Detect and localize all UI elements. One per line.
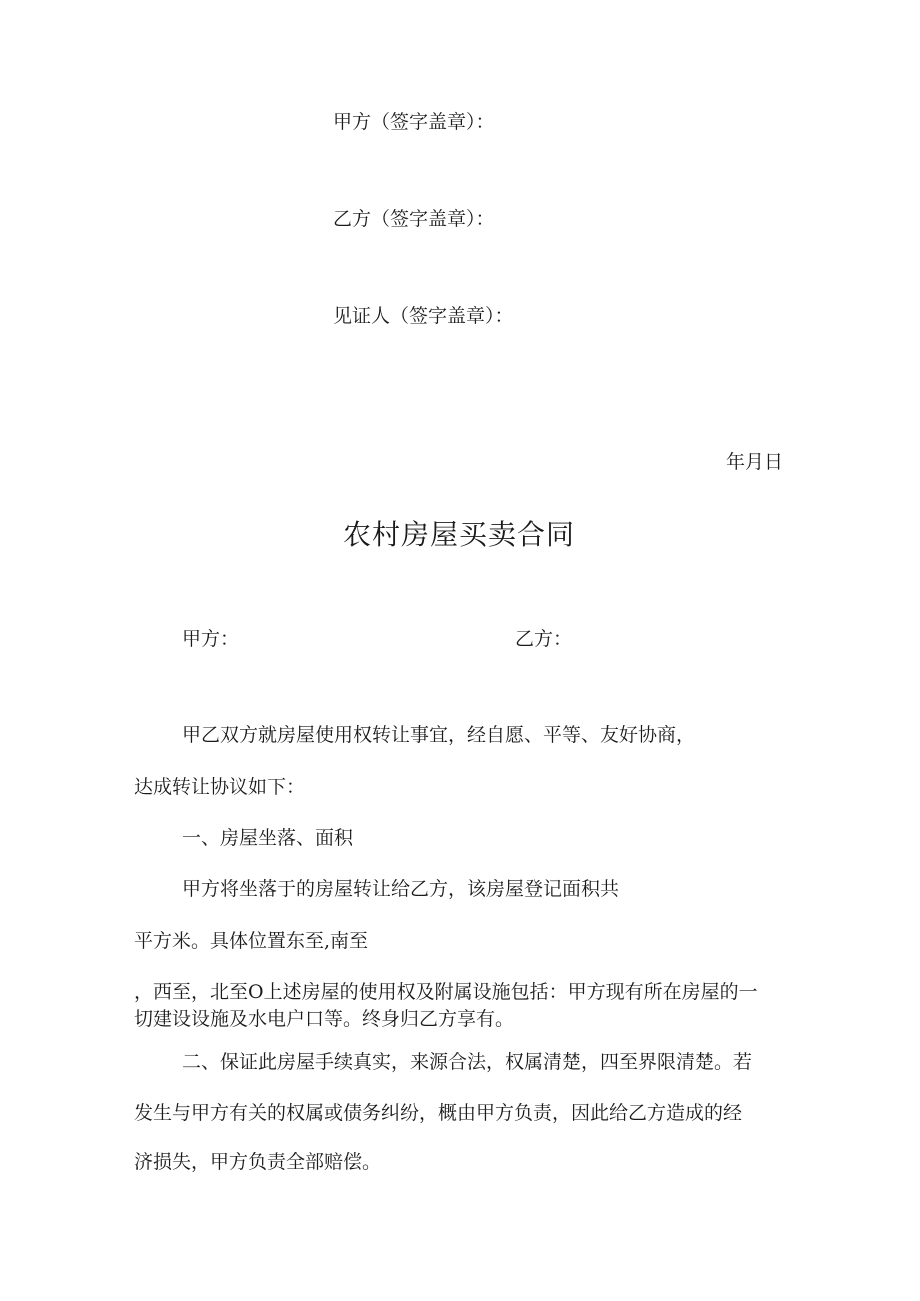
party-a-signature-label: 甲方（签字盖章）： xyxy=(333,111,495,133)
date-label: 年月日 xyxy=(726,451,784,473)
party-b-signature-label: 乙方（签字盖章）： xyxy=(333,208,495,230)
party-a-label: 甲方： xyxy=(182,628,240,650)
section-1-heading: 一、房屋坐落、面积 xyxy=(182,827,354,849)
section-1-line-3: ，西至，北至O上述房屋的使用权及附属设施包括：甲方现有所在房屋的一 xyxy=(134,981,758,1003)
section-1-line-1: 甲方将坐落于的房屋转让给乙方，该房屋登记面积共 xyxy=(182,878,620,900)
section-2-line-2: 发生与甲方有关的权属或债务纠纷，概由甲方负责，因此给乙方造成的经 xyxy=(134,1102,743,1124)
intro-line-1: 甲乙双方就房屋使用权转让事宜，经自愿、平等、友好协商， xyxy=(182,724,696,746)
section-2-line-3: 济损失，甲方负责全部赔偿。 xyxy=(134,1151,382,1173)
intro-line-2: 达成转让协议如下： xyxy=(134,776,306,798)
party-b-label: 乙方： xyxy=(515,628,573,650)
witness-signature-label: 见证人（签字盖章）： xyxy=(333,305,514,327)
section-1-line-4: 切建设设施及水电户口等。终身归乙方享有。 xyxy=(134,1008,515,1030)
section-1-line-2: 平方米。具体位置东至,南至 xyxy=(134,930,369,952)
section-2-line-1: 二、保证此房屋手续真实，来源合法，权属清楚，四至界限清楚。若 xyxy=(182,1051,753,1073)
page-title: 农村房屋买卖合同 xyxy=(343,518,576,551)
